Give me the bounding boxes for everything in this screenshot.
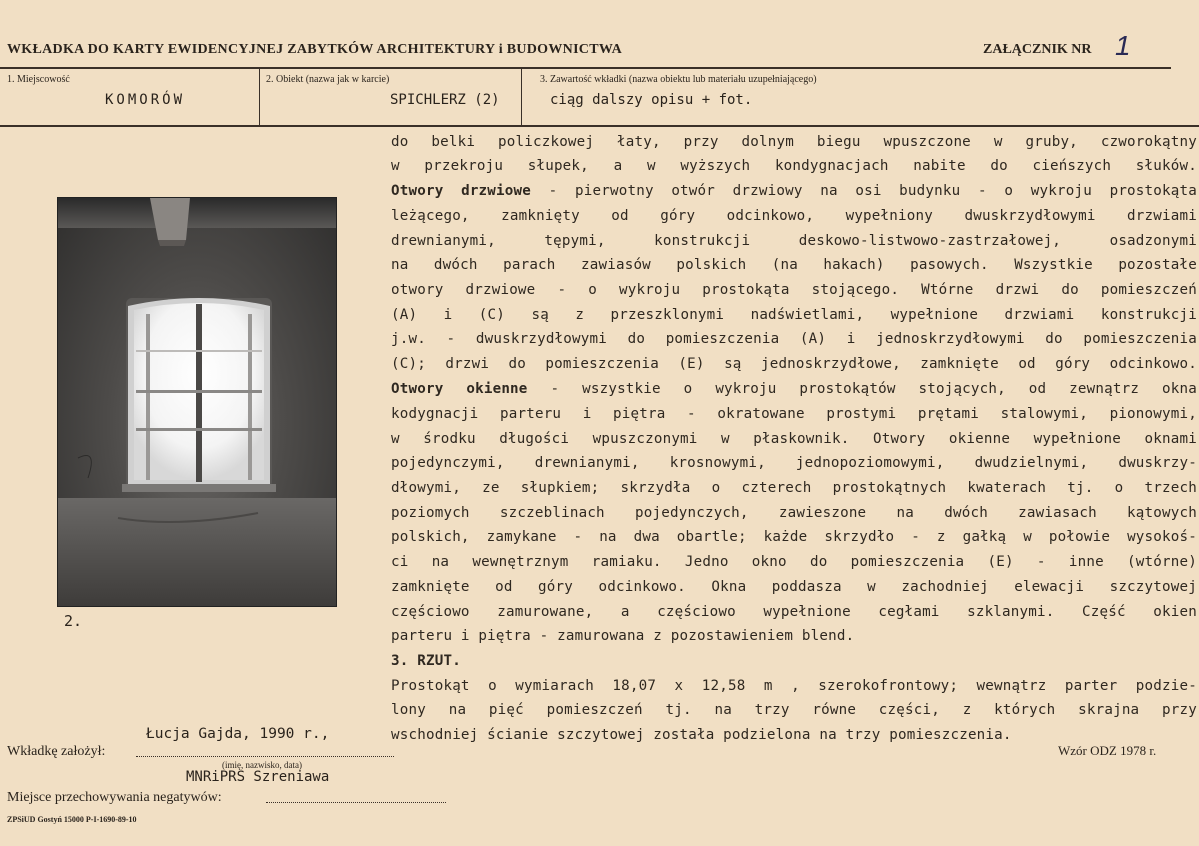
body-line: [391, 183, 1197, 199]
body-line: drewnianymi, tępymi, konstrukcji deskowo-listwowo-zastrzałowej, osadzonymi: [391, 233, 1197, 249]
author-dotted-line: [136, 756, 394, 757]
body-line: parteru i piętra - zamurowana z pozostawieniem blend.: [391, 628, 855, 644]
window-openings-heading: Otwory okienne: [391, 381, 528, 397]
body-line: [391, 381, 1197, 397]
header-top-rule: [0, 67, 1171, 69]
body-line-text: - pierwotny otwór drzwiowy na osi budynku - o wykroju prostokąta: [531, 183, 1197, 199]
print-info: ZPSiUD Gostyń 15000 P-I-1690-89-10: [7, 815, 137, 824]
attachment-number: 1: [1115, 30, 1131, 61]
body-line: leżącego, zamknięty od góry odcinkowo, wypełniony dwuskrzydłowymi drzwiami: [391, 208, 1197, 224]
body-line: dłowymi, ze słupkiem; skrzydła o czterech prostokątnych kwaterach tj. o trzech: [391, 480, 1197, 496]
body-line: kodygnacji parteru i piętra - okratowane prostymi prętami stalowymi, pionowymi,: [391, 406, 1197, 422]
field-divider-2: [521, 69, 522, 125]
form-pattern: Wzór ODZ 1978 r.: [1058, 743, 1157, 758]
window-photo: [58, 198, 336, 606]
body-line: w środku długości wpuszczonymi w płaskownik. Otwory okienne wypełnione oknami: [391, 431, 1197, 447]
body-line: ci na wewnętrznym ramiaku. Jedno okno do pomieszczenia (E) - inne (wtórne): [391, 554, 1197, 570]
attachment-label: ZAŁĄCZNIK NR: [983, 42, 1092, 57]
body-line: w przekroju słupek, a w wyższych kondygnacjach nabite do cieńszych słuków.: [391, 158, 1197, 174]
storage-dotted-line: [266, 802, 446, 803]
object-value: SPICHLERZ (2): [390, 92, 500, 108]
body-line: pojedynczymi, drewnianymi, krosnowymi, jednopoziomowymi, dwudzielnymi, dwuskrzy-: [391, 455, 1197, 471]
form-title: WKŁADKA DO KARTY EWIDENCYJNEJ ZABYTKÓW ARCHITEKTURY i BUDOWNICTWA: [7, 42, 623, 57]
body-line: na dwóch parach zawiasów polskich (na hakach) pasowych. Wszystkie pozostałe: [391, 257, 1197, 273]
content-label: 3. Zawartość wkładki (nazwa obiektu lub materiału uzupełniającego): [540, 74, 817, 85]
locality-label: 1. Miejscowość: [7, 74, 70, 85]
body-line: lony na pięć pomieszczeń tj. na trzy równe części, z których skrajna przy: [391, 702, 1197, 718]
body-line: Prostokąt o wymiarach 18,07 x 12,58 m , szerokofrontowy; wewnątrz parter podzie-: [391, 678, 1197, 694]
body-line: (C); drzwi do pomieszczenia (E) są jednoskrzydłowe, zamknięte od góry odcinkowo.: [391, 356, 1197, 372]
body-line-text: - wszystkie o wykroju prostokątów stojących, od zewnątrz okna: [527, 381, 1197, 397]
door-openings-heading: Otwory drzwiowe: [391, 183, 532, 199]
body-line: poziomych szczeblinach pojedynczych, zawieszone na dwóch zawiasach kątowych: [391, 505, 1197, 521]
photo-caption: 2.: [64, 612, 83, 630]
author-label: Wkładkę założył:: [7, 744, 106, 759]
body-line: (A) i (C) są z przeszklonymi nadświetlami, wypełnione drzwiami konstrukcji: [391, 307, 1197, 323]
locality-value: KOMORÓW: [105, 92, 186, 108]
section-heading-rzut: 3. RZUT.: [391, 653, 461, 669]
body-line: otwory drzwiowe - o wykroju prostokąta stojącego. Wtórne drzwi do pomieszczeń: [391, 282, 1197, 298]
body-line: wschodniej ścianie szczytowej została podzielona na trzy pomieszczenia.: [391, 727, 1012, 743]
window-photo-drawing: [58, 198, 336, 606]
content-value: ciąg dalszy opisu + fot.: [550, 92, 753, 108]
field-divider-1: [259, 69, 260, 125]
object-label: 2. Obiekt (nazwa jak w karcie): [266, 74, 390, 85]
body-line: j.w. - dwuskrzydłowymi do pomieszczenia (A) i jednoskrzydłowymi do pomieszczenia: [391, 331, 1197, 347]
body-line: zamknięte od góry odcinkowo. Okna poddasza w zachodniej elewacji szczytowej: [391, 579, 1197, 595]
author-sublabel: (imię, nazwisko, data): [222, 760, 302, 770]
storage-value: MNRiPRS Szreniawa: [186, 769, 330, 785]
author-value: Łucja Gajda, 1990 r.,: [146, 726, 330, 742]
body-line: polskich, zamykane - na dwa obartle; każde skrzydło - z gałką w połowie wysokoś-: [391, 529, 1197, 545]
storage-label: Miejsce przechowywania negatywów:: [7, 790, 222, 805]
body-line: do belki policzkowej łaty, przy dolnym biegu wpuszczone w gruby, czworokątny: [391, 134, 1197, 150]
header-bottom-rule: [0, 125, 1199, 127]
body-line: częściowo zamurowane, a częściowo wypełnione cegłami szklanymi. Część okien: [391, 604, 1197, 620]
